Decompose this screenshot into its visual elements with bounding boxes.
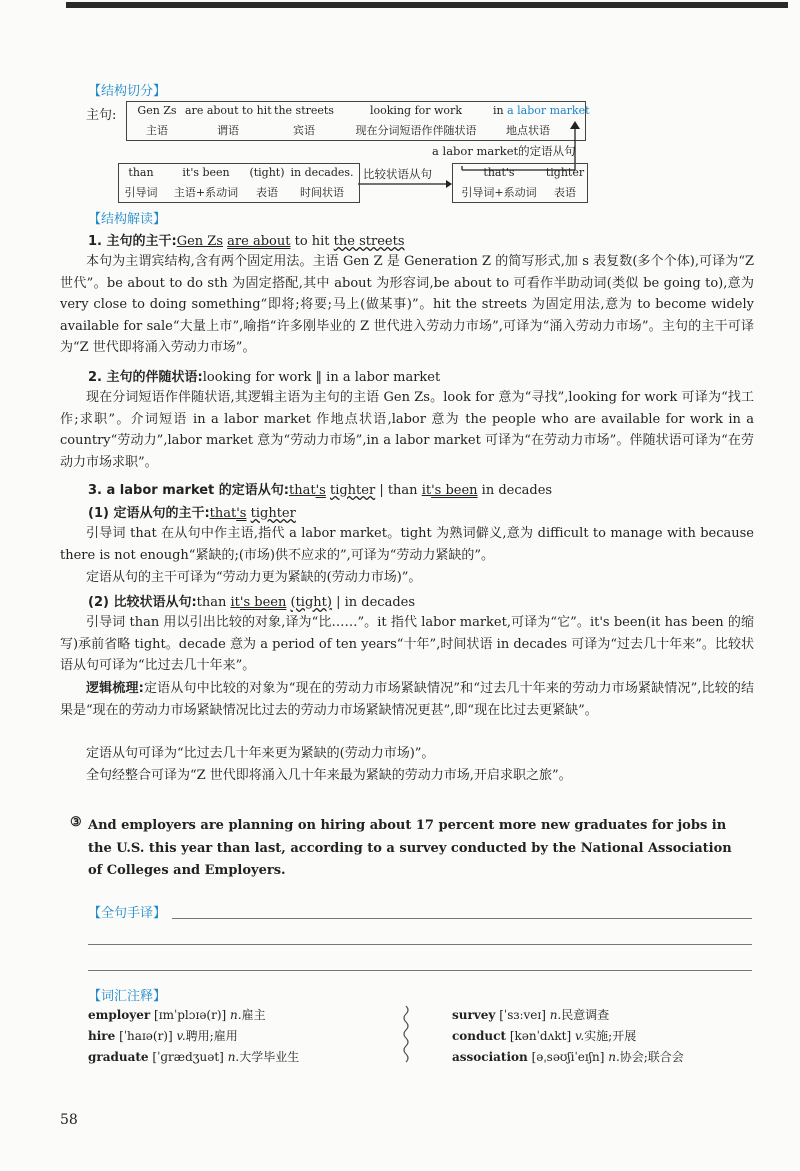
cell-bottom: 引导词+系动词: [461, 186, 537, 199]
rc-subject: that: [289, 483, 316, 498]
translation-line[interactable]: [172, 918, 752, 919]
rc-complement: tighter: [329, 483, 376, 498]
predicate-text: are about: [227, 234, 291, 249]
vocab-word: association: [452, 1050, 528, 1064]
cell-top: (tight): [249, 166, 285, 179]
sentence-3-number: ③: [70, 815, 82, 830]
relative-clause-label: a labor market的定语从句: [432, 144, 576, 158]
vocab-pos: n.: [549, 1008, 562, 1022]
cell-bottom: 主语+系动词: [173, 186, 239, 199]
vocab-pos: n.: [227, 1050, 240, 1064]
vocab-meaning: 协会;联合会: [619, 1050, 684, 1064]
cc-subject: it: [421, 483, 432, 498]
section-2-text: looking for work ‖ in a labor market: [202, 370, 441, 385]
vocab-meaning: 民意调查: [561, 1008, 610, 1022]
section-3-1-label: (1) 定语从句的主干:: [88, 506, 210, 521]
vocab-item: [452, 1006, 609, 1023]
paragraph-2: 现在分词短语作伴随状语,其逻辑主语为主句的主语 Gen Zs。look for 意为“寻找”,looking for work 可译为“找工作;求职”。介词短语 in a labor market 作地点状语,labor 意为 the people who are available for work in a country“劳动力”,labor market 意为“劳动力市场”,in a labor market 可译为“在劳动力市场”。伴随状语可译为“在劳动力市场求职”。: [60, 390, 754, 470]
object-text: the streets: [333, 234, 405, 249]
vocab-phonetic: [kənˈdʌkt]: [509, 1029, 572, 1043]
cell-top: it's been: [182, 166, 230, 179]
paragraph-1: 本句为主谓宾结构,含有两个固定用法。主语 Gen Z 是 Generation Z 的简写形式,加 s 表复数(多个个体),可译为“Z 世代”。be about to do sth 为固定搭配,其中 about 为形容词,be about to 可看作半助动词(类似 be going to),意为 very close to doing something“即将;将要;马上(做某事)”。hit the streets 为固定用法,意为 to become widely available for sale“大量上市”,喻指“许多刚毕业的 Z 世代进入劳动力市场”,可译为“涌入劳动力市场”。主句的主干可译为“Z 世代即将涌入劳动力市场”。: [60, 254, 754, 355]
translation-line[interactable]: [88, 970, 752, 971]
translation-line[interactable]: [88, 944, 752, 945]
cell-top: tighter: [545, 166, 585, 179]
s31-verb: 's: [236, 506, 247, 521]
vocab-phonetic: [əˌsəʊʃiˈeɪʃn]: [531, 1050, 605, 1064]
cell-bottom: 引导词: [124, 186, 158, 199]
cell-top: than: [128, 166, 154, 179]
s32-complement: (tight): [290, 595, 332, 610]
main-clause-label: 主句:: [86, 108, 117, 123]
section-2-title: [88, 366, 440, 385]
cc-rest: in decades: [477, 483, 553, 498]
section-3-title: [88, 479, 552, 498]
comparative-clause-box: [118, 163, 360, 203]
s31-subject: that: [209, 506, 237, 521]
vocab-item: [88, 1006, 266, 1023]
cell-bottom: 现在分词短语作伴随状语: [355, 124, 477, 137]
vocab-pos: n.: [608, 1050, 620, 1064]
vocab-word: survey: [452, 1008, 496, 1022]
predicate-rest: to hit: [294, 234, 330, 249]
cell-top: that's: [483, 166, 515, 179]
paragraph-6: [60, 678, 754, 721]
vocab-word: graduate: [88, 1050, 149, 1064]
s31-complement: tighter: [250, 506, 296, 521]
section-2-label: 2. 主句的伴随状语:: [88, 370, 203, 385]
vocab-phonetic: [ˈɡrædʒuət]: [152, 1050, 224, 1064]
vocab-word: hire: [88, 1029, 116, 1043]
vocab-pos: v.: [574, 1029, 585, 1043]
page-number: 58: [60, 1112, 78, 1128]
logic-label: 逻辑梳理:: [86, 681, 144, 696]
vocab-pos: n.: [230, 1008, 242, 1022]
vocab-word: employer: [88, 1008, 151, 1022]
wavy-divider-icon: [398, 1004, 414, 1066]
subject-text: Gen Zs: [176, 234, 224, 249]
relative-clause-box: [452, 163, 588, 203]
paragraph-7: 定语从句可译为“比过去几十年来更为紧缺的(劳动力市场)”。: [86, 746, 435, 761]
vocab-phonetic: [ɪmˈplɔɪə(r)]: [154, 1008, 227, 1022]
vocab-pos: v.: [176, 1029, 186, 1043]
section-3-2-label: (2) 比较状语从句:: [88, 595, 197, 610]
cell-top: looking for work: [370, 104, 462, 117]
vocab-word: conduct: [452, 1029, 506, 1043]
cell-bottom: 宾语: [293, 124, 315, 137]
s32-than: than: [196, 595, 231, 610]
rc-verb: 's: [315, 483, 326, 498]
rc-separator: | than: [375, 483, 422, 498]
cell-top: are about to hit: [185, 104, 272, 117]
s32-verb: 's been: [239, 595, 287, 610]
paragraph-8: 全句经整合可译为“Z 世代即将涌入几十年来最为紧缺的劳动力市场,开启求职之旅”。: [86, 768, 572, 783]
cell-bottom: 谓语: [217, 124, 239, 137]
vocab-meaning: 聘用;雇用: [185, 1029, 238, 1043]
paragraph-4: 定语从句的主干可译为“劳动力更为紧缺的(劳动力市场)”。: [86, 570, 422, 585]
cell-top: Gen Zs: [137, 104, 177, 117]
section-3-2-title: [88, 591, 415, 610]
paragraph-3: 引导词 that 在从句中作主语,指代 a labor market。tight 为熟词僻义,意为 difficult to manage with because there is not enough“紧缺的;(市场)供不应求的”,可译为“劳动力紧缺的”。: [60, 526, 754, 563]
cell-bottom: 表语: [554, 186, 576, 199]
cell-top: in decades.: [290, 166, 354, 179]
cc-verb: 's been: [431, 483, 478, 498]
vocab-item: [88, 1027, 238, 1044]
vocab-item: [452, 1027, 636, 1044]
cell-bottom: 主语: [146, 124, 168, 137]
structure-split-heading: 【结构切分】: [88, 84, 167, 99]
s32-subject: it: [230, 595, 240, 610]
s32-rest: | in decades: [331, 595, 416, 610]
vocab-phonetic: [ˈhaɪə(r)]: [119, 1029, 173, 1043]
sentence-3-text: And employers are planning on hiring about 17 percent more new graduates for jobs in the U.S. this year than last, according to a survey conducted by the National Association of Colleges and Employers.: [88, 818, 732, 878]
section-1-title: [88, 230, 405, 249]
vocab-item: [88, 1048, 299, 1065]
vocab-meaning: 雇主: [241, 1008, 266, 1022]
comparative-clause-label: 比较状语从句: [363, 167, 432, 181]
vocab-heading: 【词汇注释】: [88, 989, 167, 1004]
translation-heading: 【全句手译】: [88, 906, 167, 921]
cell-bottom: 地点状语: [506, 124, 550, 137]
cell-bottom: 时间状语: [300, 186, 344, 199]
in-text: in: [493, 104, 508, 117]
cell-top: the streets: [274, 104, 334, 117]
vocab-phonetic: [ˈsɜːveɪ]: [499, 1008, 546, 1022]
logic-text: 定语从句中比较的对象为“现在的劳动力市场紧缺情况”和“过去几十年来的劳动力市场紧缺情况”,比较的结果是“现在的劳动力市场紧缺情况比过去的劳动力市场紧缺情况更甚”,即“现在比过去更紧缺”。: [60, 681, 755, 718]
vocab-meaning: 大学毕业生: [239, 1050, 300, 1064]
section-1-label: 1. 主句的主干:: [88, 234, 177, 249]
cell-bottom: 表语: [256, 186, 278, 199]
labor-market-text: a labor market: [507, 104, 590, 117]
paragraph-5: 引导词 than 用以引出比较的对象,译为“比……”。it 指代 labor market,可译为“它”。it's been(it has been 的缩写)承前省略 tight。decade 意为 a period of ten years“十年”,时间状语 in decades 可译为“过去几十年来”。比较状语从句可译为“比过去几十年来”。: [60, 615, 754, 673]
vocab-item: [452, 1048, 684, 1065]
structure-reading-heading: 【结构解读】: [88, 212, 167, 227]
vocab-meaning: 实施;开展: [584, 1029, 637, 1043]
section-3-1-title: [88, 502, 296, 521]
section-3-label: 3. a labor market 的定语从句:: [88, 483, 289, 498]
